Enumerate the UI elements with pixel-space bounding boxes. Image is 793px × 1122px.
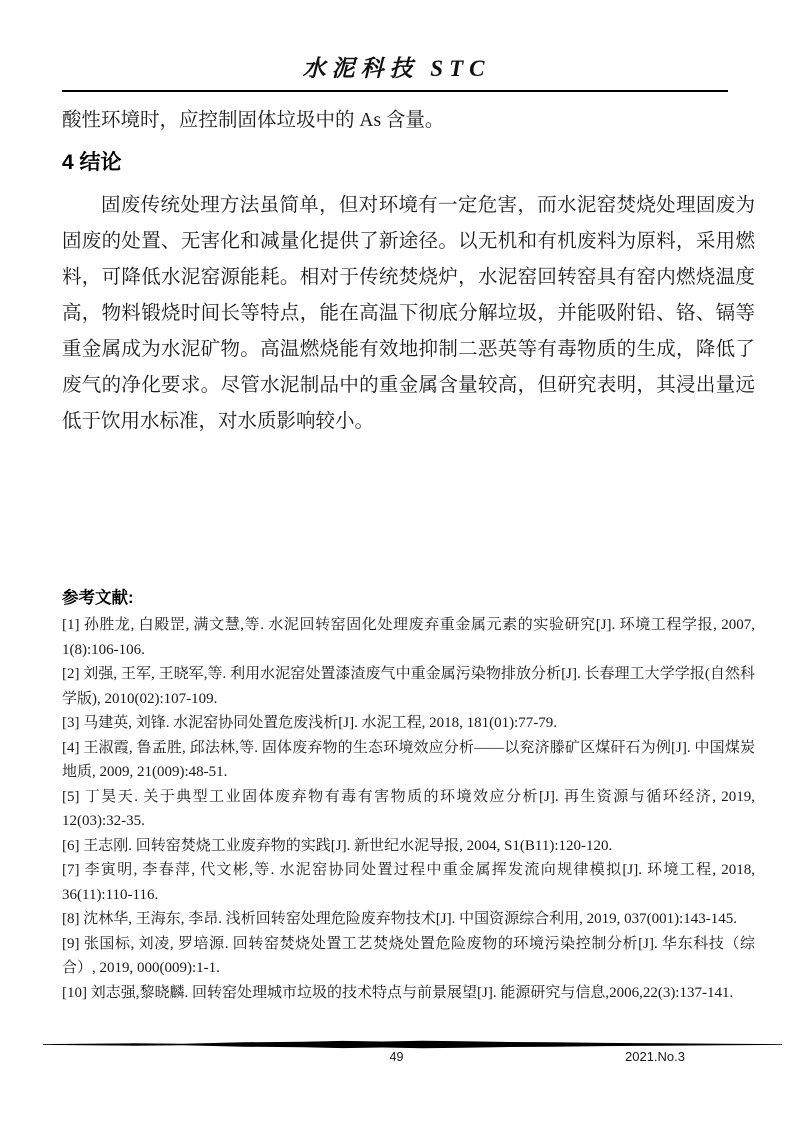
- footer-decorative-rule: [43, 1040, 782, 1049]
- reference-item: [4] 王淑霞, 鲁孟胜, 邱法林,等. 固体废弃物的生态环境效应分析——以兖济滕矿区煤矸石为例[J]. 中国煤炭地质, 2009, 21(009):48-51.: [62, 739, 755, 780]
- footer-page-number: 49: [389, 1050, 404, 1064]
- reference-item: [1] 孙胜龙, 白殿罡, 满文慧,等. 水泥回转窑固化处理废弃重金属元素的实验研究[J]. 环境工程学报, 2007, 1(8):106-106.: [62, 617, 755, 658]
- section-heading-conclusion: 4 结论: [62, 151, 122, 174]
- reference-item: [5] 丁昊天. 关于典型工业固体废弃物有毒有害物质的环境效应分析[J]. 再生资源与循环经济, 2019, 12(03):32-35.: [62, 788, 755, 829]
- footer-issue-label: 2021.No.3: [625, 1049, 685, 1064]
- page-footer: [0, 1038, 793, 1078]
- journal-title: 水泥科技 STC: [302, 56, 491, 81]
- reference-item: [10] 刘志强,黎晓麟. 回转窑处理城市垃圾的技术特点与前景展望[J]. 能源研究与信息,2006,22(3):137-141.: [62, 984, 734, 1001]
- header-rule: [62, 90, 728, 92]
- reference-item: [2] 刘强, 王军, 王晓军,等. 利用水泥窑处置漆渣废气中重金属污染物排放分析[J]. 长春理工大学学报(自然科学版), 2010(02):107-109.: [62, 666, 755, 707]
- references-heading: 参考文献:: [62, 589, 134, 607]
- intro-line: 酸性环境时，应控制固体垃圾中的 As 含量。: [62, 110, 445, 131]
- reference-item: [7] 李寅明, 李春萍, 代文彬,等. 水泥窑协同处置过程中重金属挥发流向规律模拟[J]. 环境工程, 2018, 36(11):110-116.: [62, 862, 755, 903]
- reference-item: [3] 马建英, 刘锋. 水泥窑协同处置危废浅析[J]. 水泥工程, 2018, 181(01):77-79.: [62, 715, 557, 731]
- conclusion-paragraph: 固废传统处理方法虽简单，但对环境有一定危害，而水泥窑焚烧处理固废为固废的处置、无害化和减量化提供了新途径。以无机和有机废料为原料，采用燃料，可降低水泥窑源能耗。相对于传统焚烧炉，水泥窑回转窑具有窑内燃烧温度高，物料锻烧时间长等特点，能在高温下彻底分解垃圾，并能吸附铅、铬、镉等重金属成为水泥矿物。高温燃烧能有效地抑制二恶英等有毒物质的生成，降低了废气的净化要求。尽管水泥制品中的重金属含量较高，但研究表明，其浸出量远低于饮用水标准，对水质影响较小。: [62, 195, 755, 432]
- reference-item: [6] 王志刚. 回转窑焚烧工业废弃物的实践[J]. 新世纪水泥导报, 2004, S1(B11):120-120.: [62, 837, 613, 854]
- reference-item: [9] 张国标, 刘凌, 罗培源. 回转窑焚烧处置工艺焚烧处置危险废物的环境污染控制分析[J]. 华东科技（综合）, 2019, 000(009):1-1.: [62, 935, 755, 976]
- reference-item: [8] 沈林华, 王海东, 李昂. 浅析回转窑处理危险废弃物技术[J]. 中国资源综合利用, 2019, 037(001):143-145.: [62, 911, 737, 927]
- references-list: [62, 613, 755, 1005]
- page-content: [62, 107, 755, 1005]
